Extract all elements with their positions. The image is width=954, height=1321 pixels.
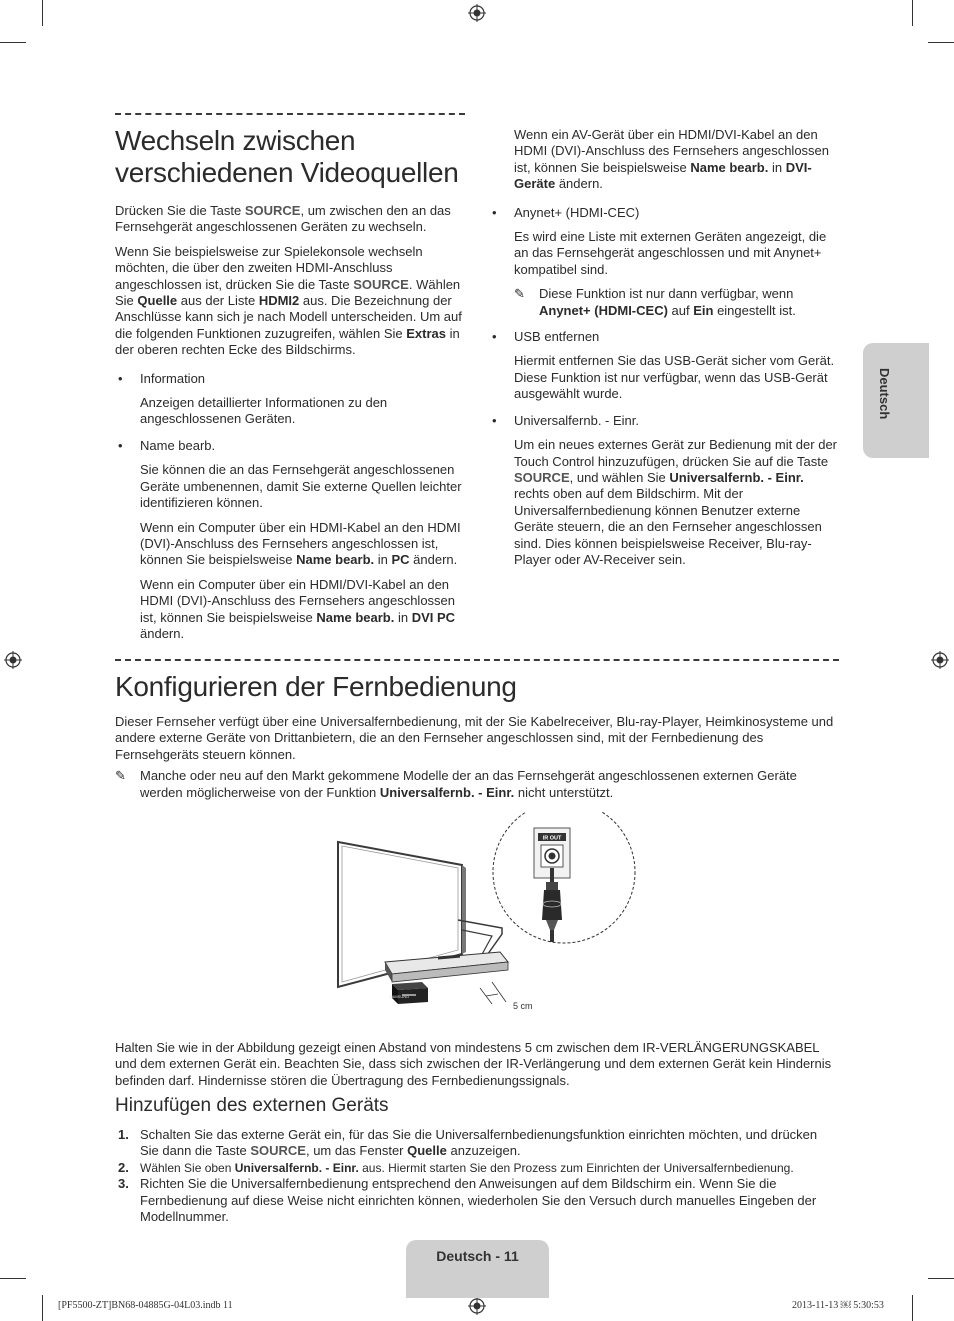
distance-paragraph: Halten Sie wie in der Abbildung gezeigt einen Abstand von mindestens 5 cm zwischen dem IR-VERLÄNGERUNGSKABEL und dem externen Gerät ein. Beachten Sie, dass sich zwischen der IR-Verlängerung und dem externen Gerät kein Hindernis befinden darf. Hindernisse stören die Übertragung des Fernbedienungssignals. bbox=[115, 1040, 832, 1088]
crop-mark bbox=[928, 42, 954, 43]
crop-mark bbox=[912, 1295, 913, 1321]
bullet-text: Es wird eine Liste mit externen Geräten angezeigt, die an das Fernsehgerät angeschlossen und mit Anynet+ kompatibel sind. bbox=[514, 229, 827, 277]
left-column bbox=[115, 203, 467, 650]
distance-label: 5 cm bbox=[513, 1001, 533, 1011]
right-column bbox=[489, 127, 839, 576]
note-pencil-icon: ✎ bbox=[514, 286, 525, 302]
section-divider bbox=[115, 659, 839, 661]
crop-mark bbox=[928, 1278, 954, 1279]
title-line: Wechseln zwischen bbox=[115, 125, 356, 156]
bullet-text: Um ein neues externes Gerät zur Bedienung mit der der Touch Control hinzuzufügen, drücken Sie auf die Taste SOURCE, und wählen Sie Universalfernb. - Einr. rechts oben auf dem Bildschirm. Mit der Universalfernbedienung können Benutzer externe Geräte steuern, die an den Fernseher angeschlossen sind. Dies können beispielsweise Receiver, Blu-ray-Player oder AV-Receiver sein. bbox=[514, 437, 838, 567]
device-brand-label: SAMSUNG bbox=[389, 994, 410, 999]
paragraph: Wenn Sie beispielsweise zur Spielekonsole wechseln möchten, die über den zweiten HDMI-Anschluss angeschlossen ist, drücken Sie die Taste SOURCE. Wählen Sie Quelle aus der Liste HDMI2 aus. Die Bezeichnung der Anschlüsse kann sich je nach Modell unterscheiden. Um auf die folgenden Funktionen zuzugreifen, wählen Sie Extras in der oberen rechten Ecke des Bildschirms. bbox=[115, 243, 462, 358]
section2-title: Konfigurieren der Fernbedienung bbox=[115, 671, 517, 702]
bullet-text: Hiermit entfernen Sie das USB-Gerät sicher vom Gerät. Diese Funktion ist nur verfügbar, wenn das USB-Gerät ausgewählt wurde. bbox=[514, 353, 835, 402]
crop-mark bbox=[0, 42, 26, 43]
bullet-name-bearb: • Name bearb. bbox=[115, 438, 467, 454]
bullet-universalfernb: • Universalfernb. - Einr. bbox=[489, 413, 839, 429]
page-number: Deutsch - 11 bbox=[436, 1248, 519, 1264]
subsection-title: Hinzufügen des externen Geräts bbox=[115, 1095, 389, 1116]
bullet-usb: • USB entfernen bbox=[489, 329, 839, 345]
crop-mark bbox=[42, 1295, 43, 1321]
crop-mark bbox=[0, 1278, 26, 1279]
note: ✎ Manche oder neu auf den Markt gekommene Modelle der an das Fernsehgerät angeschlossenen externen Geräte werden möglicherweise von der Funktion Universalfernb. - Einr. nicht unterstützt. bbox=[115, 768, 797, 800]
bullet-text: Wenn ein Computer über ein HDMI/DVI-Kabel an den HDMI (DVI)-Anschluss des Fernsehers angeschlossen ist, können Sie beispielsweise Name bearb. in DVI PC ändern. bbox=[140, 576, 456, 641]
crop-mark bbox=[912, 0, 913, 26]
language-side-tab bbox=[863, 343, 929, 458]
note-pencil-icon: ✎ bbox=[115, 768, 126, 784]
registration-mark-icon bbox=[468, 4, 486, 22]
step-item: 1. Schalten Sie das externe Gerät ein, für das Sie die Universalfernbedienungsfunktion einrichten möchten, und drücken Sie dann die Taste SOURCE, um das Fenster Quelle anzuzeigen. bbox=[118, 1127, 818, 1159]
bullet-text: Wenn ein AV-Gerät über ein HDMI/DVI-Kabel an den HDMI (DVI)-Anschluss des Fernsehers angeschlossen ist, können Sie beispielsweise Name bearb. in DVI-Geräte ändern. bbox=[514, 127, 830, 192]
ir-out-label: IR OUT bbox=[542, 835, 562, 842]
bullet-text: Sie können die an das Fernsehgerät angeschlossenen Geräte umbenennen, damit Sie externe Quellen leichter identifizieren können. bbox=[140, 462, 462, 511]
section-divider bbox=[115, 113, 465, 115]
step-item: 3. Richten Sie die Universalfernbedienung entsprechend den Anweisungen auf dem Bildschirm ein. Wenn Sie die Fernbedienung auf diese Weise nicht einrichten können, wiederholen Sie den Versuch durch manuelles Eingeben der Modellnummer. bbox=[118, 1176, 817, 1225]
ir-extender-diagram bbox=[330, 812, 650, 1018]
step-item: 2. Wählen Sie oben Universalfernb. - Einr. aus. Hiermit starten Sie den Prozess zum Einrichten der Universalfernbedienung. bbox=[118, 1159, 794, 1175]
page-number-tab bbox=[406, 1240, 549, 1298]
note: ✎ Diese Funktion ist nur dann verfügbar, wenn Anynet+ (HDMI-CEC) auf Ein eingestellt ist. bbox=[514, 286, 796, 318]
ir-receiver-box-illustration bbox=[392, 982, 428, 1004]
bullet-text: Wenn ein Computer über ein HDMI-Kabel an den HDMI (DVI)-Anschluss des Fernsehers angeschlossen ist, können Sie beispielsweise Name bearb. in PC ändern. bbox=[140, 519, 461, 568]
language-label: Deutsch bbox=[877, 368, 892, 420]
registration-mark-icon bbox=[931, 651, 949, 669]
registration-mark-icon bbox=[468, 1297, 486, 1315]
paragraph: Drücken Sie die Taste SOURCE, um zwischen den an das Fernsehgerät angeschlossenen Geräten zu wechseln. bbox=[115, 203, 451, 235]
bullet-text: Anzeigen detaillierter Informationen zu den angeschlossenen Geräten. bbox=[140, 395, 388, 427]
bullet-information: • Information bbox=[115, 371, 467, 387]
registration-mark-icon bbox=[4, 651, 22, 669]
steps-list bbox=[115, 1127, 837, 1225]
crop-mark bbox=[42, 0, 43, 26]
title-line: verschiedenen Videoquellen bbox=[115, 157, 459, 188]
bullet-anynet: • Anynet+ (HDMI-CEC) bbox=[489, 205, 839, 221]
section1-title bbox=[115, 125, 475, 189]
footer-file-info: [PF5500-ZT]BN68-04885G-04L03.indb 11 bbox=[58, 1300, 233, 1311]
footer-timestamp: 2013-11-13 ￼ 5:30:53 bbox=[792, 1300, 884, 1311]
section2-intro bbox=[115, 714, 837, 801]
paragraph: Dieser Fernseher verfügt über eine Universalfernbedienung, mit der Sie Kabelreceiver, Blu-ray-Player, Heimkinosysteme und andere externe Geräte von Drittanbietern, die an den Fernseher angeschlossen sind, mit der Fernbedienung des Fernsehgeräts steuern können. bbox=[115, 714, 834, 762]
